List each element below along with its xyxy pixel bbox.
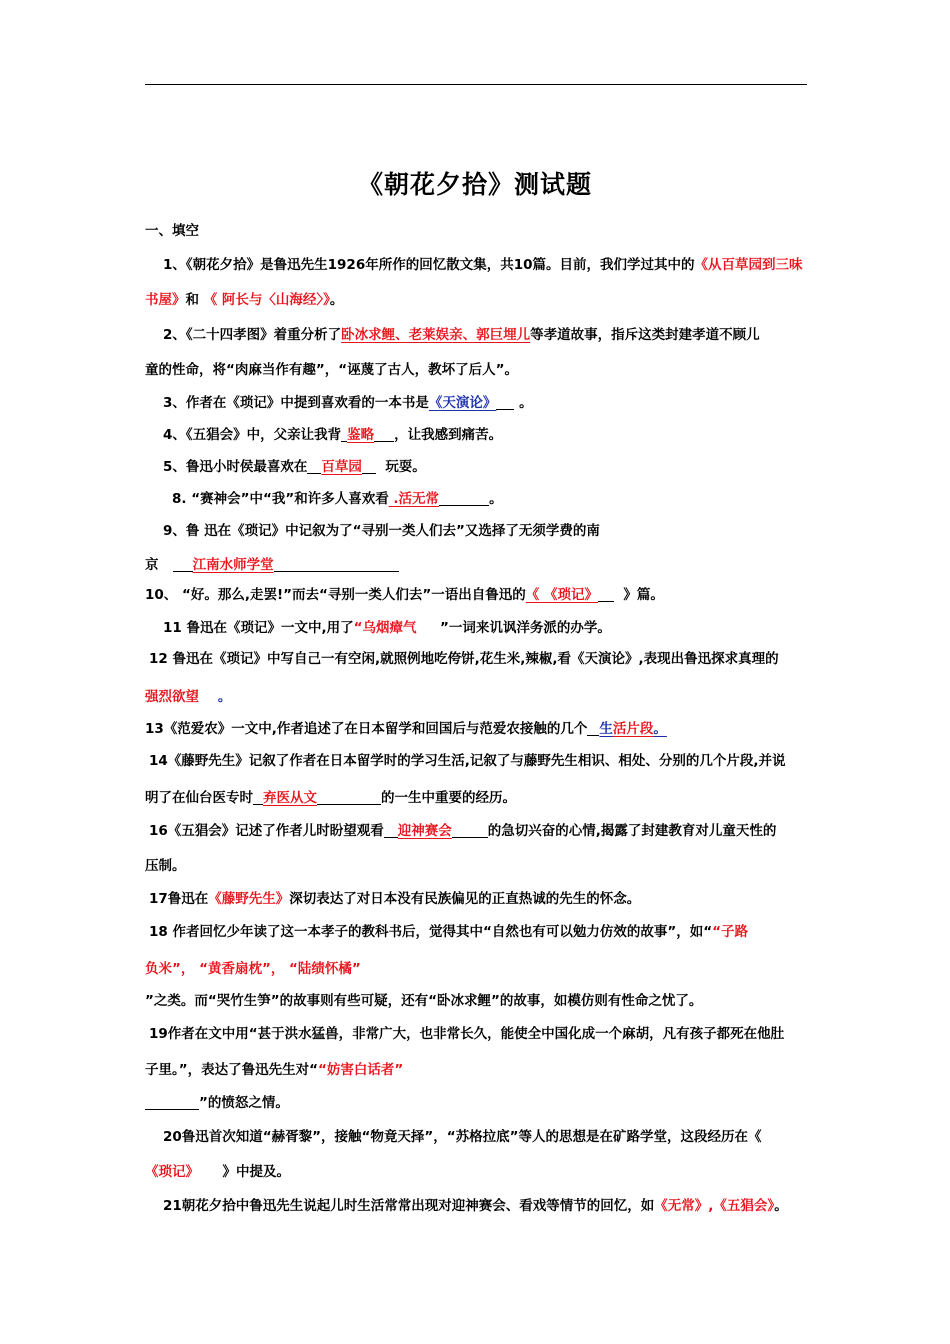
answer: 《无常》,《五猖会》 xyxy=(654,1198,775,1214)
answer: 《天演论》 xyxy=(428,395,497,411)
answer: 《从百草园到三味 xyxy=(694,257,803,273)
question-12-line-2: 强烈欲望 。 xyxy=(145,689,232,705)
header-rule xyxy=(145,84,807,85)
answer: 鉴略 xyxy=(347,427,375,443)
answer: 《藤野先生》 xyxy=(208,891,290,907)
question-17: 17鲁迅在《藤野先生》深切表达了对日本没有民族偏见的正直热诚的先生的怀念。 xyxy=(149,891,641,907)
question-16-line-1: 16《五猖会》记述了作者儿时盼望观看 迎神赛会 的急切兴奋的心情,揭露了封建教育对儿童天性的 xyxy=(149,823,777,839)
answer: 百草园 xyxy=(321,459,362,475)
question-19-line-2: 子里。”，表达了鲁迅先生对““妨害白话者” xyxy=(145,1062,404,1078)
page-title: 《朝花夕拾》测试题 xyxy=(357,170,592,199)
answer: 书屋》 xyxy=(145,292,186,308)
answer: 负米”， “黄香扇枕”， “陆绩怀橘” xyxy=(145,961,361,977)
question-18-line-3: ”之类。而“哭竹生笋”的故事则有些可疑，还有“卧冰求鲤”的故事，如模仿则有性命之忧了。 xyxy=(145,993,703,1009)
answer: “乌烟瘴气 xyxy=(353,620,417,636)
question-14-line-2: 明了在仙台医专时 弃医从文 的一生中重要的经历。 xyxy=(145,790,516,806)
answer: 江南水师学堂 xyxy=(192,557,274,573)
question-10: 10、 “好。那么,走罢!”而去“寻别一类人们去”一语出自鲁迅的《 《琐记》 》篇。 xyxy=(145,587,664,603)
question-16-line-2: 压制。 xyxy=(145,858,186,874)
question-9-line-2: 京 江南水师学堂 xyxy=(145,556,399,574)
question-14-line-1: 14《藤野先生》记叙了作者在日本留学时的学习生活,记叙了与藤野先生相识、相处、分别的几个片段,并说 xyxy=(149,753,786,769)
section-heading: 一、填空 xyxy=(145,223,199,239)
question-19-line-1: 19作者在文中用“甚于洪水猛兽，非常广大，也非常长久，能使全中国化成一个麻胡，凡有孩子都死在他肚 xyxy=(149,1026,785,1042)
answer: 迎神赛会 xyxy=(397,823,452,839)
question-8: 8. “赛神会”中“我”和许多人喜欢看 .活无常 。 xyxy=(172,491,503,507)
answer: 活片段 xyxy=(612,721,654,737)
question-2-line-1: 2、《二十四孝图》着重分析了卧冰求鲤、老莱娱亲、郭巨埋儿等孝道故事，指斥这类封建孝道不顾儿 xyxy=(163,327,760,343)
question-21: 21朝花夕拾中鲁迅先生说起儿时生活常常出现对迎神赛会、看戏等情节的回忆，如《无常》,《五猖会》。 xyxy=(163,1198,788,1214)
question-13: 13《范爱农》一文中,作者追述了在日本留学和回国后与范爱农接触的几个 生活片段。 xyxy=(145,721,667,737)
question-9-line-1: 9、鲁 迅在《琐记》中记叙为了“寻别一类人们去”又选择了无须学费的南 xyxy=(163,523,600,539)
question-20-line-1: 20鲁迅首次知道“赫胥黎”，接触“物竟天择”，“苏格拉底”等人的思想是在矿路学堂，这段经历在《 xyxy=(163,1129,762,1145)
question-1-line-1: 1、《朝花夕拾》是鲁迅先生1926年所作的回忆散文集，共10篇。目前，我们学过其中的《从百草园到三味 xyxy=(163,257,803,273)
answer: 《 阿长与〈山海经〉》 xyxy=(203,292,330,308)
question-5: 5、鲁迅小时侯最喜欢在 百草园 玩耍。 xyxy=(163,459,426,475)
answer: .活无常 xyxy=(388,491,440,507)
answer: 《琐记》 xyxy=(145,1164,199,1180)
question-12-line-1: 12 鲁迅在《琐记》中写自己一有空闲,就照例地吃侉饼,花生米,辣椒,看《天演论》,表现出鲁迅探求真理的 xyxy=(149,651,779,667)
answer: 弃医从文 xyxy=(263,790,317,806)
answer: “妨害白话者” xyxy=(318,1062,404,1078)
question-19-line-3: ”的愤怒之情。 xyxy=(145,1094,289,1112)
question-2-line-2: 童的性命，将“肉麻当作有趣”，“诬蔑了古人，教坏了后人”。 xyxy=(145,362,518,378)
question-1-line-2: 书屋》和 《 阿长与〈山海经〉》。 xyxy=(145,292,344,308)
answer: 《 《琐记》 xyxy=(525,587,598,603)
answer: “子路 xyxy=(712,924,748,940)
answer: 强烈欲望 xyxy=(145,689,199,705)
answer: 卧冰求鲤、老莱娱亲、郭巨埋儿 xyxy=(341,327,531,343)
question-3: 3、作者在《琐记》中提到喜欢看的一本书是《天演论》 。 xyxy=(163,395,533,411)
question-18-line-1: 18 作者回忆少年读了这一本孝子的教科书后，觉得其中“自然也有可以勉力仿效的故事”，如““子路 xyxy=(149,924,748,940)
question-20-line-2: 《琐记》 》中提及。 xyxy=(145,1164,290,1180)
question-11: 11 鲁迅在《琐记》一文中,用了“乌烟瘴气 ”一词来讥讽洋务派的办学。 xyxy=(163,620,611,636)
question-4: 4、《五猖会》中，父亲让我背 鉴略 ，让我感到痛苦。 xyxy=(163,427,503,443)
question-18-line-2 xyxy=(145,960,361,978)
